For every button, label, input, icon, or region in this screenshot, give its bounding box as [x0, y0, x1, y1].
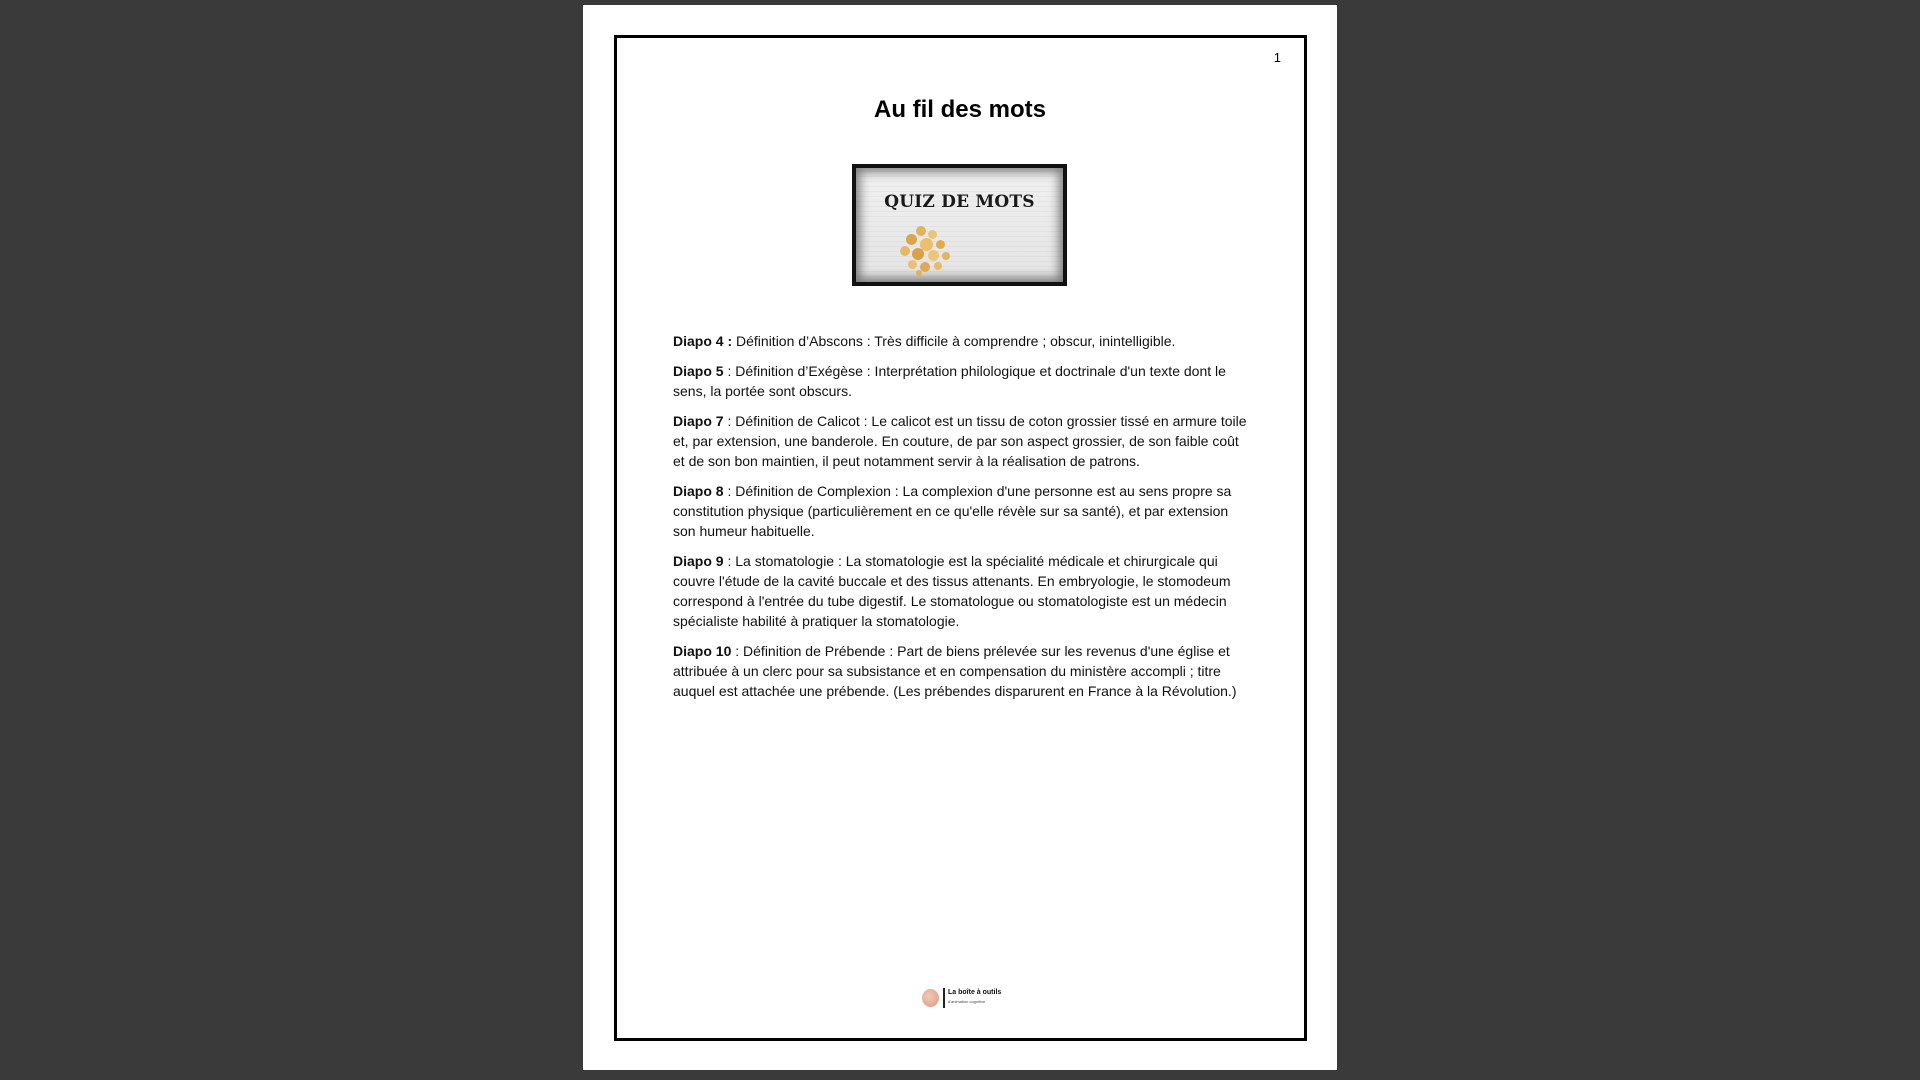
entry-text: : Définition de Calicot : Le calicot est un tissu de coton grossier tissé en armure toile et, par extension, une banderole. En couture, de par son aspect grossier, de son faible coût et de son bon maintien, il peut notamment servir à la réalisation de patrons. [673, 413, 1247, 469]
quiz-image [852, 164, 1067, 286]
document-title: Au fil des mots [873, 96, 1047, 123]
entry-text: : La stomatologie : La stomatologie est la spécialité médicale et chirurgicale qui couvre l'étude de la cavité buccale et des tissus attenants. En embryologie, le stomodeum correspond à l'entrée du tube digestif. Le stomatologue ou stomatologiste est un médecin spécialiste habilité à pratiquer la stomatologie. [673, 553, 1231, 629]
entry-label: Diapo 9 [673, 553, 724, 569]
logo-brand-text: La boîte à outils [948, 989, 1002, 996]
entry-label: Diapo 8 [673, 483, 724, 499]
entry-label: Diapo 4 : [673, 333, 733, 349]
quiz-image-text: QUIZ DE MOTS [884, 192, 1035, 212]
footer-logo [922, 987, 1006, 1009]
definitions-list [673, 331, 1253, 711]
page-number: 1 [1273, 50, 1281, 65]
definition-entry-diapo-8 [673, 481, 1253, 541]
definition-entry-diapo-7 [673, 411, 1253, 471]
document-page [583, 5, 1337, 1070]
brain-logo-icon [922, 989, 939, 1007]
definition-entry-diapo-10 [673, 641, 1253, 701]
entry-label: Diapo 10 [673, 643, 732, 659]
definition-entry-diapo-4 [673, 331, 1253, 351]
entry-label: Diapo 7 [673, 413, 724, 429]
entry-text: : Définition de Complexion : La complexion d'une personne est au sens propre sa constitution physique (particulièrement en ce qu'elle révèle sur sa santé), et par extension son humeur habituelle. [673, 483, 1232, 539]
definition-entry-diapo-9 [673, 551, 1253, 631]
scrabble-letters-icon [894, 220, 956, 278]
entry-text: Définition d’Abscons : Très difficile à comprendre ; obscur, inintelligible. [732, 333, 1176, 349]
entry-text: : Définition d’Exégèse : Interprétation philologique et doctrinale d'un texte dont le sens, la portée sont obscurs. [673, 363, 1226, 399]
definition-entry-diapo-5 [673, 361, 1253, 401]
logo-tagline-text: d'animation cognitive [948, 999, 986, 1004]
entry-text: : Définition de Prébende : Part de biens prélevée sur les revenus d'une église et attribuée à un clerc pour sa subsistance et en compensation du ministère accompli ; titre auquel est attachée une prébende. (Les prébendes disparurent en France à la Révolution.) [673, 643, 1237, 699]
logo-divider [943, 988, 945, 1008]
entry-label: Diapo 5 [673, 363, 724, 379]
